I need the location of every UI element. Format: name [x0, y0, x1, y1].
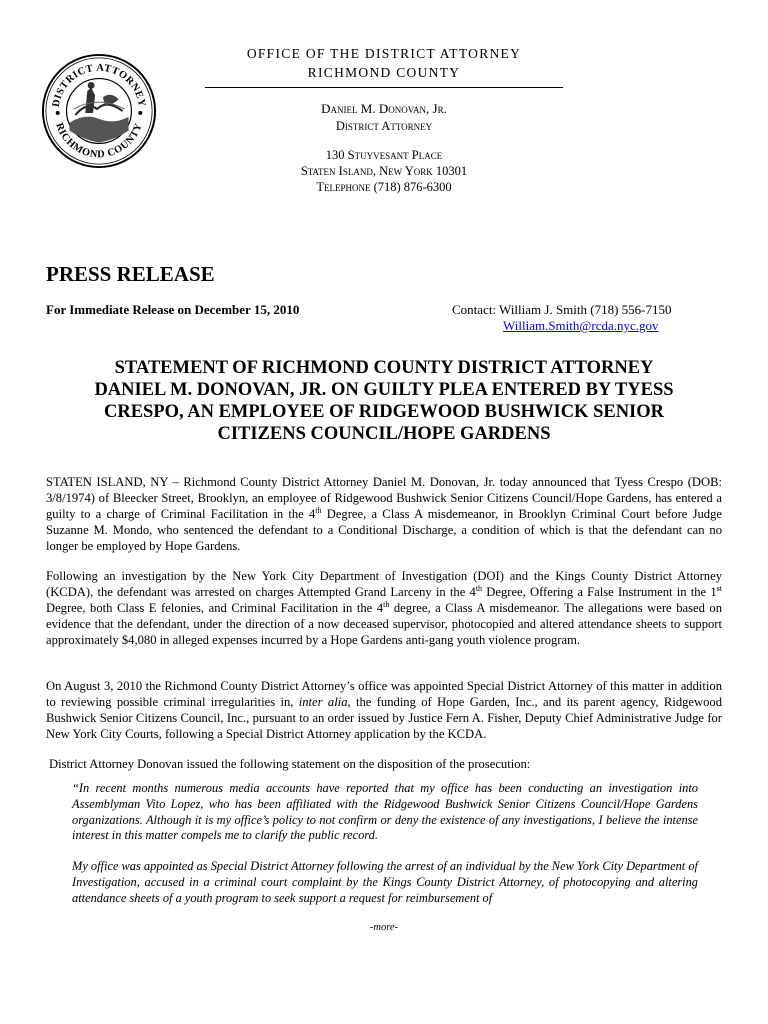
office-title-line2: RICHMOND COUNTY: [307, 65, 461, 80]
paragraph-text: degree, a Class A misdemeanor. The allegations were based on evidence that the defendant, under the direction of a now deceased supervisor, photocopied and altered attendance sheets to support approximately $4,080 in alleged expenses incurred by a Hope Gardens anti-gang youth violence program.: [46, 600, 722, 647]
paragraph-statement-intro: District Attorney Donovan issued the following statement on the disposition of the prosecution:: [49, 757, 531, 771]
press-release-title: PRESS RELEASE: [46, 262, 215, 286]
district-attorney-seal-icon: [40, 52, 158, 170]
quote-paragraph: “In recent months numerous media accounts have reported that my office has been conducting an investigation into Assemblyman Vito Lopez, who has been affiliated with the Ridgewood Bushwick Senior Citizens Council/Hope Gardens organizations. Although it is my office’s policy to not confirm or deny the existence of any investigations, I believe the intense interest in this matter compels me to clarify the public record.: [72, 781, 698, 843]
ordinal-suffix: th: [383, 599, 390, 609]
address-street: 130 Stuyvesant Place: [325, 148, 443, 162]
paragraph-announcement: [46, 475, 722, 555]
headline-line: CRESPO, AN EMPLOYEE OF RIDGEWOOD BUSHWICK SENIOR: [103, 402, 665, 422]
header-divider: [205, 87, 563, 88]
paragraph-appointment: [46, 679, 722, 743]
svg-text:DISTRICT ATTORNEY: [51, 63, 147, 108]
headline-line: DANIEL M. DONOVAN, JR. ON GUILTY PLEA ENTERED BY TYESS: [94, 380, 674, 400]
contact-email-link[interactable]: William.Smith@rcda.nyc.gov: [503, 318, 659, 333]
paragraph-text: STATEN ISLAND, NY – Richmond County District Attorney Daniel M. Donovan, Jr. today announced that Tyess Crespo (DOB: 3/8/1974) of Bleecker Street, Brooklyn, an employee of Ridgewood Bushwick Senior Citizens Council/Hope Gardens, has entered a guilty to a charge of Criminal Facilitation in the 4: [46, 475, 722, 521]
contact-line: Contact: William J. Smith (718) 556-7150: [452, 302, 672, 317]
paragraph-text: Degree, Offering a False Instrument in the 1: [482, 584, 717, 599]
latin-phrase: inter alia: [298, 694, 348, 709]
ordinal-suffix: th: [475, 583, 483, 593]
district-attorney-title: District Attorney: [335, 119, 433, 133]
paragraph-text: Following an investigation by the New York City Department of Investigation (DOI) and the Kings County District Attorney (KCDA), the defendant was arrested on charges Attempted Grand Larceny in the 4: [46, 569, 722, 599]
continued-marker: -more-: [369, 922, 399, 933]
ordinal-suffix: st: [716, 583, 722, 593]
seal-top-text: DISTRICT ATTORNEY: [50, 62, 148, 108]
district-attorney-name: Daniel M. Donovan, Jr.: [321, 101, 447, 116]
headline: [40, 357, 728, 445]
seal-bottom-text: RICHMOND COUNTY: [53, 121, 145, 161]
release-date-line: For Immediate Release on December 15, 2010: [46, 302, 300, 317]
address-telephone: Telephone (718) 876-6300: [316, 180, 452, 194]
paragraph-text: Degree, both Class E felonies, and Criminal Facilitation in the 4: [46, 600, 384, 615]
headline-line: STATEMENT OF RICHMOND COUNTY DISTRICT ATTORNEY: [114, 358, 654, 378]
address-city: Staten Island, New York 10301: [300, 164, 468, 178]
paragraph-text: , the funding of Hope Garden, Inc., and its parent agency, Ridgewood Bushwick Senior Citizens Council, Inc., pursuant to an order issued by Justice Fern A. Fisher, Deputy Chief Administrative Judge for New York City Courts, following a Special District Attorney application by the KCDA.: [46, 694, 722, 741]
headline-line: CITIZENS COUNCIL/HOPE GARDENS: [217, 424, 551, 444]
ordinal-suffix: th: [315, 505, 322, 515]
office-title-line1: OFFICE OF THE DISTRICT ATTORNEY: [246, 46, 522, 61]
paragraph-investigation: [46, 569, 722, 649]
paragraph-text: Degree, a Class A misdemeanor, in Brooklyn Criminal Court before Judge Suzanne M. Mondo, who sentenced the defendant to a Conditional Discharge, a condition of which is that the defendant can no longer be employed by Hope Gardens.: [46, 506, 722, 553]
quote-paragraph: My office was appointed as Special District Attorney following the arrest of an individual by the New York City Department of Investigation, accused in a criminal court complaint by the Kings County District Attorney, of photocopying and altering attendance sheets of a youth program to seek support a request for reimbursement of: [72, 859, 698, 905]
paragraph-text: On August 3, 2010 the Richmond County District Attorney’s office was appointed Special District Attorney of this matter in addition to reviewing possible criminal irregularities in,: [46, 679, 722, 709]
